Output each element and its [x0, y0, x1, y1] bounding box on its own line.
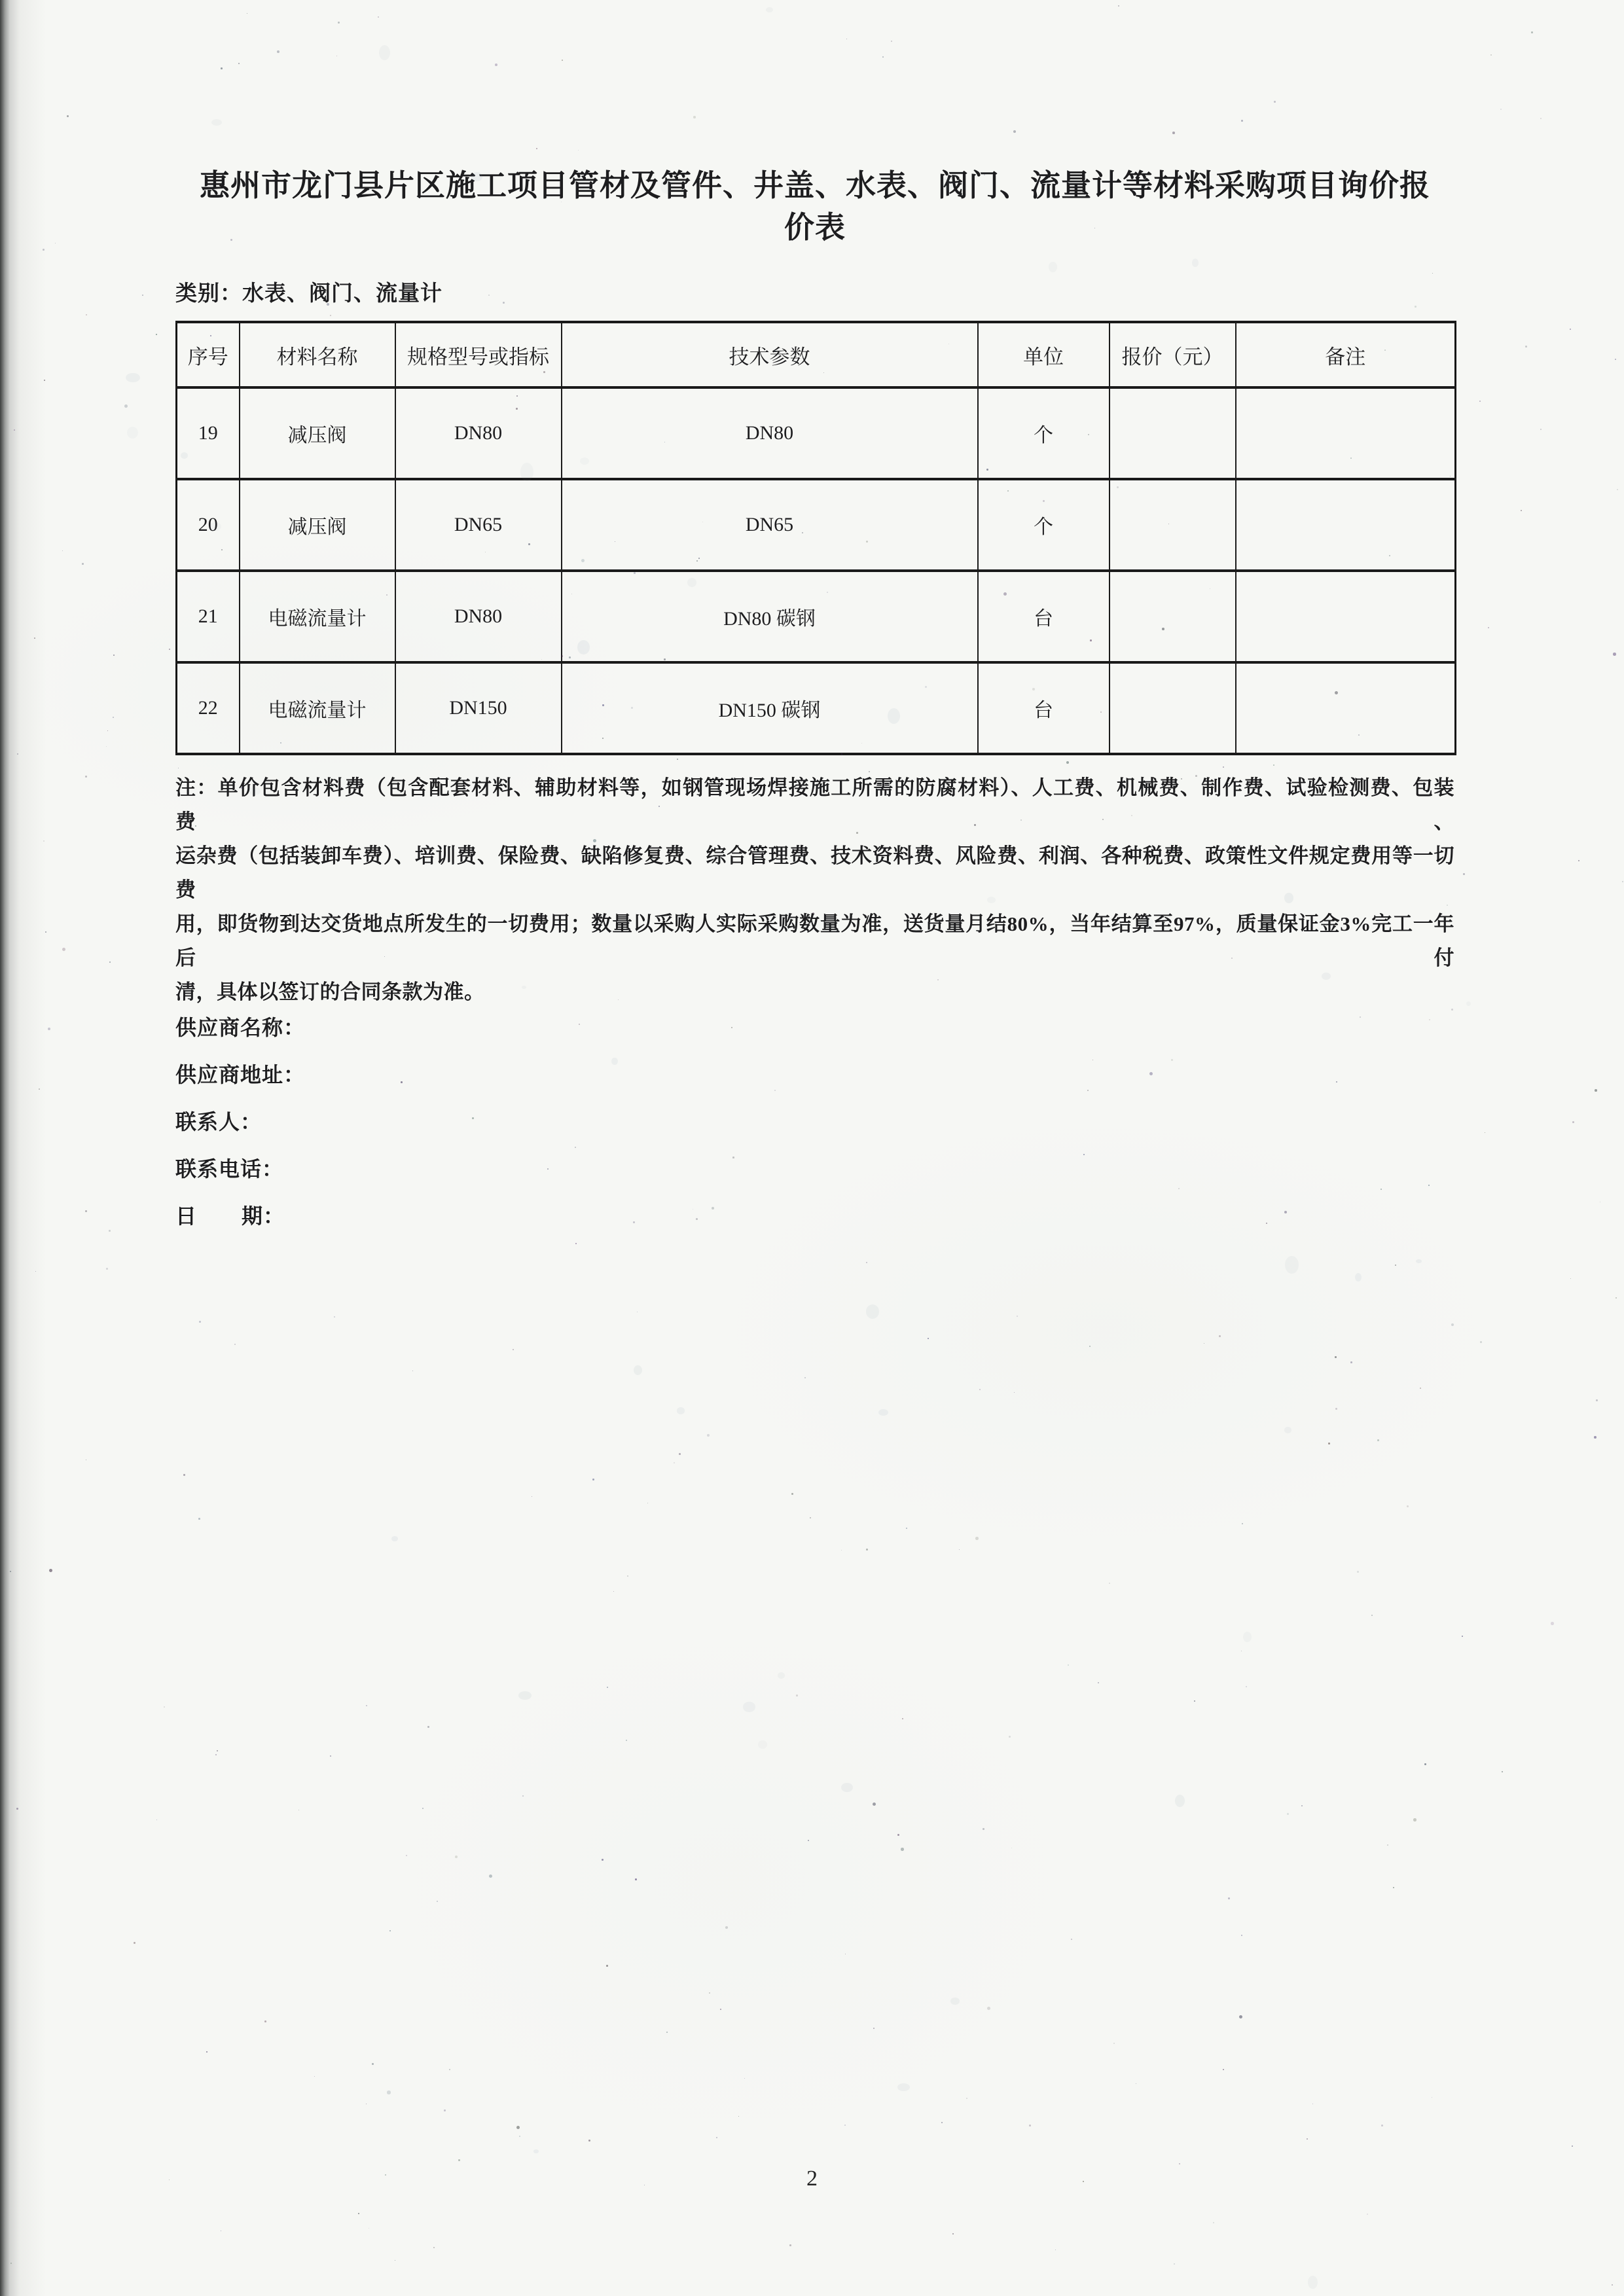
scan-speck	[1367, 2214, 1368, 2215]
scan-speck	[217, 1750, 218, 1751]
scan-blot	[518, 1691, 532, 1700]
header-remark: 备注	[1236, 322, 1456, 387]
scan-speck	[1572, 1121, 1574, 1123]
scan-speck	[606, 1965, 608, 1967]
scan-speck	[1462, 1636, 1463, 1637]
scan-speck	[810, 1517, 811, 1518]
table-row	[177, 571, 1456, 662]
scan-speck	[1594, 1436, 1597, 1439]
scan-left-edge-shadow	[0, 0, 46, 2296]
scan-speck	[1479, 401, 1481, 402]
scan-speck	[1350, 1361, 1352, 1363]
scan-speck	[330, 1755, 331, 1757]
scan-blot	[1243, 1632, 1252, 1642]
cell-params: DN65	[562, 479, 978, 571]
cell-remark	[1236, 571, 1456, 662]
scan-speck	[1521, 510, 1522, 511]
scan-speck	[142, 295, 143, 296]
table-row	[177, 479, 1456, 571]
cell-params: DN150 碳钢	[562, 662, 978, 754]
scan-blot	[878, 1409, 888, 1416]
category-label: 类别：水表、阀门、流量计	[175, 282, 442, 306]
scan-speck	[744, 2078, 745, 2079]
cell-price	[1110, 571, 1236, 662]
note-line-1: 注：单价包含材料费（包含配套材料、辅助材料等，如钢管现场焊接施工所需的防腐材料）、人工费、机械费、制作费、试验检测费、包装费、	[175, 776, 1454, 833]
scan-speck	[1502, 1771, 1503, 1772]
scan-speck	[1009, 1736, 1011, 1738]
cell-remark	[1236, 479, 1456, 571]
cell-no: 20	[177, 479, 240, 571]
scan-speck	[627, 1575, 628, 1577]
scan-speck	[215, 1754, 217, 1755]
header-price: 报价（元）	[1110, 322, 1236, 387]
scan-speck	[1089, 1346, 1091, 1347]
scan-speck	[1420, 1388, 1421, 1389]
scan-speck	[873, 2028, 875, 2029]
table-header-row	[177, 322, 1456, 387]
scan-speck	[455, 1856, 458, 1858]
scan-speck	[1213, 2222, 1214, 2223]
scan-speck	[613, 1591, 614, 1592]
scan-speck	[1540, 118, 1542, 119]
scan-blot	[1355, 1273, 1362, 1282]
scan-speck	[1307, 2138, 1308, 2140]
scan-speck	[372, 2063, 374, 2065]
cell-material-name: 电磁流量计	[240, 662, 395, 754]
scan-speck	[358, 2213, 359, 2214]
scan-speck	[1451, 1323, 1454, 1326]
scan-speck	[1387, 1844, 1388, 1846]
scan-speck	[67, 115, 69, 117]
note-line-3: 用，即货物到达交货地点所发生的一切费用；数量以采购人实际采购数量为准，送货量月结80%，当年结算至97%，质量保证金3%完工一年后付	[175, 912, 1454, 969]
scan-speck	[449, 2069, 450, 2070]
header-no: 序号	[177, 322, 240, 387]
scan-speck	[720, 2009, 721, 2010]
scan-blot	[391, 1536, 398, 1541]
scan-speck	[1194, 1700, 1195, 1702]
cell-unit: 个	[978, 387, 1110, 479]
scan-speck	[1615, 359, 1616, 360]
note-line-2: 运杂费（包括装卸车费）、培训费、保险费、缺陷修复费、综合管理费、技术资料费、风险费、利润、各种税费、政策性文件规定费用等一切费	[175, 844, 1454, 901]
cell-no: 19	[177, 387, 240, 479]
scan-speck	[199, 1321, 201, 1323]
scan-speck	[975, 1537, 979, 1540]
scan-speck	[198, 1518, 200, 1520]
scan-blot	[743, 1702, 755, 1712]
scan-speck	[1578, 860, 1579, 861]
scan-speck	[873, 1803, 876, 1806]
scan-speck	[264, 2020, 266, 2022]
cell-unit: 台	[978, 662, 1110, 754]
scan-speck	[1617, 489, 1618, 490]
note-paragraph	[175, 771, 1454, 1009]
cell-no: 22	[177, 662, 240, 754]
scan-speck	[183, 1474, 185, 1476]
scan-speck	[234, 1344, 236, 1345]
scan-speck	[1242, 1523, 1243, 1524]
scan-speck	[1488, 627, 1489, 628]
scan-speck	[387, 2090, 391, 2094]
contact-person-label: 联系人：	[175, 1110, 262, 1134]
scan-speck	[738, 2116, 739, 2117]
supplier-address-label: 供应商地址：	[175, 1063, 306, 1086]
document-title-line-1: 惠州市龙门县片区施工项目管材及管件、井盖、水表、阀门、流量计等材料采购项目询价报	[200, 169, 1430, 202]
cell-unit: 个	[978, 479, 1110, 571]
scan-speck	[791, 1493, 793, 1495]
scan-speck	[1596, 1399, 1598, 1401]
scan-speck	[1335, 1356, 1337, 1358]
scan-speck	[516, 2126, 520, 2129]
scan-speck	[366, 1705, 367, 1706]
cell-remark	[1236, 662, 1456, 754]
scan-speck	[1335, 1408, 1337, 1410]
scan-blot	[758, 1740, 767, 1749]
cell-no: 21	[177, 571, 240, 662]
scan-blot	[950, 1998, 960, 2005]
scan-speck	[85, 1210, 87, 1212]
scan-speck	[1071, 1939, 1072, 1940]
scan-speck	[1219, 1335, 1221, 1337]
scan-speck	[1622, 881, 1623, 882]
scan-speck	[866, 1262, 867, 1263]
scan-speck	[897, 1834, 899, 1836]
scan-blot	[677, 1407, 685, 1414]
scan-speck	[458, 2159, 460, 2161]
scan-speck	[1407, 1505, 1409, 1507]
scan-speck	[62, 948, 65, 951]
cell-price	[1110, 479, 1236, 571]
scan-speck	[716, 2137, 717, 2138]
scan-speck	[85, 776, 87, 778]
scan-speck	[113, 717, 114, 718]
scan-speck	[513, 1349, 514, 1350]
scan-speck	[1463, 873, 1465, 875]
cell-spec: DN80	[395, 571, 562, 662]
scan-speck	[1525, 346, 1527, 348]
cell-spec: DN150	[395, 662, 562, 754]
scan-speck	[804, 1377, 806, 1378]
scan-speck	[987, 2007, 990, 2010]
scan-speck	[1174, 2263, 1175, 2265]
scan-speck	[113, 655, 115, 656]
scan-speck	[134, 1942, 135, 1944]
scan-speck	[602, 1859, 604, 1861]
scan-speck	[666, 2032, 668, 2033]
scan-speck	[1395, 1265, 1396, 1266]
scan-speck	[902, 1718, 903, 1719]
scan-speck	[1241, 1935, 1242, 1936]
contact-phone-label: 联系电话：	[175, 1157, 284, 1181]
scan-speck	[1490, 54, 1492, 56]
scan-speck	[789, 2244, 791, 2246]
scan-speck	[1551, 1622, 1554, 1625]
scan-speck	[1113, 2043, 1115, 2044]
scan-speck	[48, 1028, 50, 1030]
scan-speck	[106, 1268, 108, 1270]
scan-speck	[1068, 1664, 1069, 1666]
scan-speck	[437, 1901, 438, 1902]
scan-speck	[109, 961, 111, 963]
scan-blot	[1466, 1001, 1471, 1006]
scan-speck	[1246, 1686, 1247, 1687]
scan-speck	[808, 1840, 809, 1841]
scan-speck	[1239, 2015, 1242, 2018]
scan-speck	[1500, 109, 1502, 110]
scan-blot	[533, 2149, 539, 2153]
scan-speck	[844, 2125, 846, 2126]
scan-speck	[156, 334, 157, 335]
scan-blot	[778, 1672, 785, 1679]
scan-speck	[1424, 1763, 1426, 1765]
scan-speck	[966, 2098, 967, 2099]
scan-speck	[427, 1726, 429, 1728]
scan-speck	[866, 1549, 868, 1551]
cell-unit: 台	[978, 571, 1110, 662]
scan-speck	[1531, 31, 1533, 33]
scan-speck	[928, 1338, 929, 1339]
scan-speck	[841, 1550, 842, 1551]
header-spec: 规格型号或指标	[395, 322, 562, 387]
scan-blot	[127, 427, 138, 439]
document-title	[175, 165, 1454, 249]
scan-speck	[433, 2247, 435, 2248]
scan-speck	[725, 1926, 728, 1929]
note-line-4: 清，具体以签订的合同条款为准。	[175, 980, 485, 1003]
scan-speck	[206, 2051, 208, 2053]
supplier-signature-block	[175, 1013, 1454, 1230]
date-label: 日 期：	[175, 1204, 285, 1228]
scan-speck	[1381, 2125, 1383, 2126]
cell-spec: DN65	[395, 479, 562, 571]
scan-blot	[1285, 1256, 1299, 1274]
scan-blot	[1308, 2276, 1318, 2289]
supplier-name-label: 供应商名称：	[175, 1016, 306, 1039]
scan-speck	[635, 1878, 637, 1880]
scan-speck	[1223, 2069, 1224, 2070]
scan-speck	[901, 1848, 904, 1851]
scan-speck	[314, 2076, 315, 2077]
scan-blot	[866, 1304, 879, 1319]
scan-speck	[1377, 1439, 1379, 1441]
scan-speck	[1109, 1583, 1110, 1584]
scan-speck	[979, 1389, 981, 1390]
document-content	[175, 0, 1454, 1249]
scan-speck	[626, 1740, 627, 1741]
scan-speck	[1371, 1615, 1373, 1616]
scan-blot	[126, 373, 140, 382]
scan-speck	[1612, 2284, 1613, 2286]
scan-speck	[1413, 1818, 1416, 1821]
scan-speck	[941, 2122, 943, 2123]
scan-blot	[634, 1365, 642, 1375]
scan-speck	[406, 1855, 407, 1856]
scan-speck	[796, 1695, 798, 1696]
cell-material-name: 减压阀	[240, 479, 395, 571]
table-row	[177, 662, 1456, 754]
quotation-table	[175, 321, 1456, 755]
scan-speck	[1613, 653, 1616, 656]
scan-speck	[709, 1992, 710, 1994]
page-number: 2	[806, 2166, 818, 2191]
scan-speck	[1570, 1278, 1571, 1279]
scan-speck	[1014, 1392, 1015, 1393]
scan-speck	[679, 1453, 681, 1455]
scan-speck	[1572, 2145, 1573, 2147]
scan-speck	[1595, 1089, 1597, 1092]
scan-speck	[49, 1569, 52, 1572]
scan-speck	[334, 1316, 335, 1318]
scan-blot	[841, 1783, 853, 1792]
scan-speck	[588, 2140, 590, 2142]
scan-blot	[1175, 1795, 1185, 1807]
scan-speck	[674, 1462, 675, 1463]
scan-speck	[607, 1687, 608, 1688]
scan-speck	[1615, 1297, 1617, 1299]
scan-speck	[1570, 329, 1571, 330]
scan-speck	[1029, 2125, 1031, 2126]
scan-blot	[897, 2083, 910, 2091]
cell-remark	[1236, 387, 1456, 479]
document-title-line-2: 价表	[784, 211, 846, 244]
scan-speck	[1287, 1813, 1289, 1815]
scan-speck	[592, 1479, 594, 1480]
scan-speck	[707, 1434, 710, 1437]
scan-speck	[952, 2233, 954, 2234]
scan-speck	[1480, 1341, 1482, 1343]
scan-speck	[983, 1828, 984, 1830]
scan-speck	[1228, 1897, 1230, 1899]
cell-spec: DN80	[395, 387, 562, 479]
scan-speck	[82, 563, 84, 565]
scan-speck	[422, 1808, 424, 1809]
scan-speck	[1357, 1571, 1359, 1573]
scan-speck	[86, 314, 87, 315]
scan-speck	[106, 746, 107, 747]
scan-speck	[1393, 1887, 1394, 1888]
scan-speck	[1301, 1805, 1303, 1806]
cell-params: DN80	[562, 387, 978, 479]
header-unit: 单位	[978, 322, 1110, 387]
scan-speck	[519, 2136, 520, 2137]
scan-speck	[906, 1528, 907, 1529]
scan-speck	[522, 1795, 524, 1797]
scan-speck	[389, 1930, 391, 1931]
header-params: 技术参数	[562, 322, 978, 387]
cell-price	[1110, 662, 1236, 754]
scan-speck	[1540, 429, 1542, 430]
scan-speck	[489, 1874, 492, 1878]
cell-material-name: 电磁流量计	[240, 571, 395, 662]
scan-speck	[62, 550, 63, 551]
scan-blot	[1416, 1259, 1422, 1263]
scan-speck	[1328, 1443, 1330, 1444]
scan-blot	[1284, 1427, 1291, 1433]
scan-speck	[1017, 1316, 1018, 1317]
scan-speck	[109, 1230, 111, 1232]
scan-speck	[1098, 1682, 1099, 1683]
scan-speck	[444, 2109, 446, 2111]
scan-speck	[959, 1549, 960, 1550]
scan-speck	[107, 730, 108, 731]
cell-params: DN80 碳钢	[562, 571, 978, 662]
header-material-name: 材料名称	[240, 322, 395, 387]
table-row	[177, 387, 1456, 479]
cell-material-name: 减压阀	[240, 387, 395, 479]
scan-speck	[164, 1706, 165, 1708]
scan-speck	[124, 404, 128, 408]
scan-speck	[169, 649, 170, 650]
cell-price	[1110, 387, 1236, 479]
scan-speck	[1179, 2163, 1180, 2164]
